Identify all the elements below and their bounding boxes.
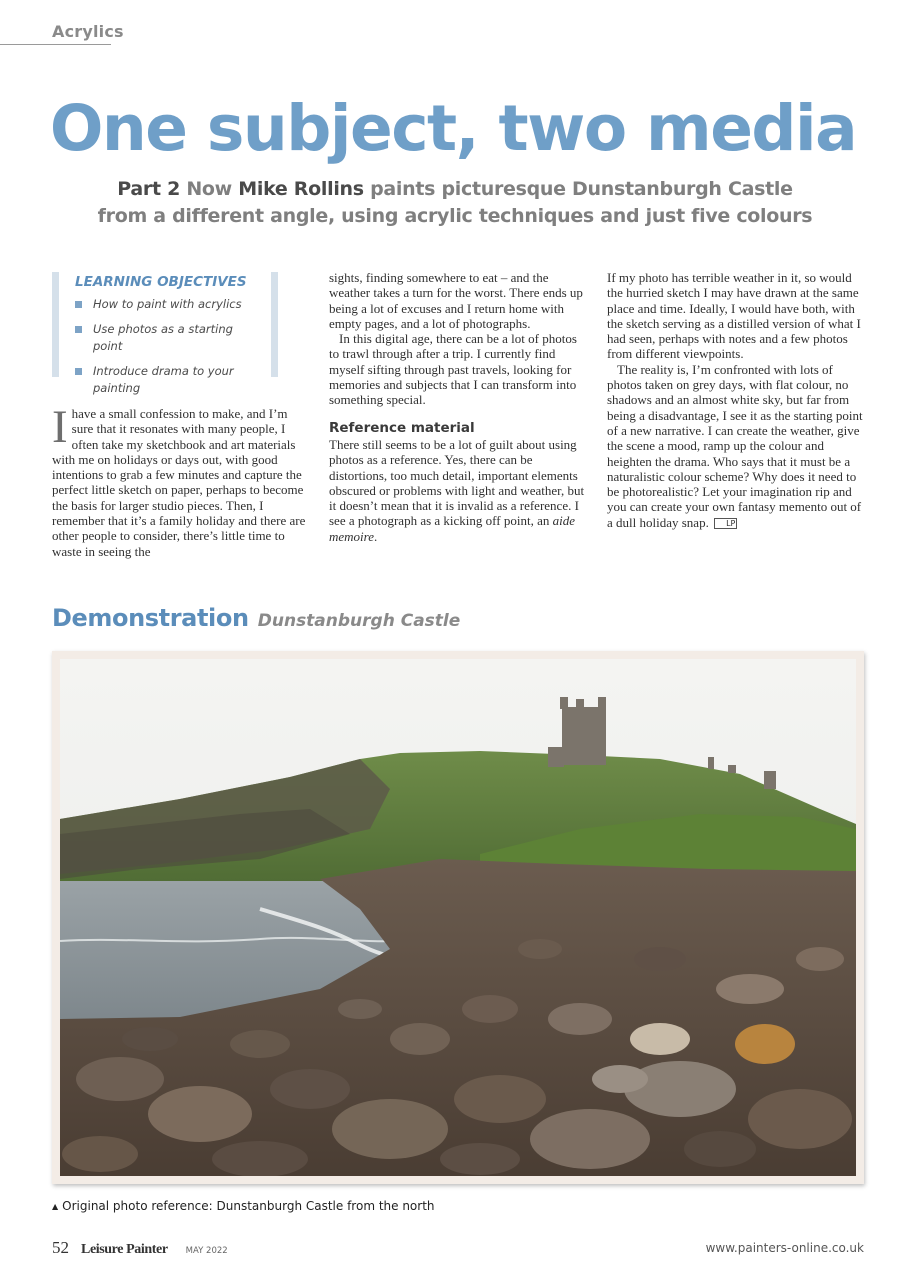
website-url: www.painters-online.co.uk — [705, 1241, 864, 1255]
article-column-2 — [329, 270, 587, 544]
article-paragraph: The reality is, I’m confronted with lots of photos taken on grey days, with flat colour, no shadows and an almost white sky, but far from being a disadvantage, I see it as the starting point of a new narrative. I can create the weather, give the scene a mood, ramp up the colour and heighten the drama. Who says that it must be a naturalistic colour scheme? Why does it need to be photorealistic? Let your imagination rip and you can create your own fantasy memento out of a dull holiday snap. LP — [607, 361, 863, 530]
part-label: Part 2 — [117, 178, 180, 200]
learning-objectives-title: LEARNING OBJECTIVES — [75, 274, 247, 290]
standfirst-line2: from a different angle, using acrylic techniques and just five colours — [97, 205, 813, 227]
square-bullet-icon — [75, 301, 82, 308]
castle-landscape-photo — [60, 659, 856, 1176]
footer-folio — [52, 1238, 228, 1258]
demonstration-subject: Dunstanburgh Castle — [257, 611, 461, 631]
demonstration-title: Demonstration — [52, 604, 249, 632]
learning-objectives-box — [52, 272, 278, 395]
photo-frame — [52, 651, 864, 1184]
drop-cap: I — [52, 401, 68, 453]
triangle-up-icon: ▲ — [52, 1202, 59, 1211]
square-bullet-icon — [75, 368, 82, 375]
objective-item: How to paint with acrylics — [75, 296, 261, 313]
standfirst-line1: paints picturesque Dunstanburgh Castle — [370, 178, 793, 200]
photo-caption: ▲ Original photo reference: Dunstanburgh Castle from the north — [52, 1199, 435, 1213]
article-column-1 — [52, 401, 307, 559]
standfirst-now: Now — [186, 178, 232, 200]
article-column-3 — [607, 270, 865, 530]
objective-item: Introduce drama to your painting — [75, 363, 261, 397]
magazine-name: Leisure Painter — [81, 1242, 168, 1257]
standfirst — [60, 176, 850, 230]
issue-date: MAY 2022 — [185, 1246, 228, 1256]
article-paragraph: Ihave a small confession to make, and I’m sure that it resonates with many people, I often take my sketchbook and art materials with me on holidays or days out, with good intentions to grab a few minutes and capture the perfect little sketch on paper, perhaps to become the basis for larger studio pieces. Then, I remember that it’s a family holiday and there are other people to consider, there’s little time to waste in seeing the — [52, 401, 306, 559]
subheading-reference-material: Reference material — [329, 419, 475, 436]
author-name: Mike Rollins — [238, 178, 364, 200]
article-paragraph: If my photo has terrible weather in it, so would the hurried sketch I may have drawn at the same place and time. Ideally, I would have both, with the sketch serving as a distilled version of what I had seen, perhaps with notes and a few photos from different viewpoints. — [607, 270, 861, 362]
objective-item: Use photos as a starting point — [75, 321, 261, 355]
article-paragraph: sights, finding somewhere to eat – and the weather takes a turn for the worst. There ends up being a lot of excuses and I return home with empty pages, and a lot of photographs. — [329, 270, 583, 331]
article-paragraph: There still seems to be a lot of guilt about using photos as a reference. Yes, there can be distortions, too much detail, important elements obscured or problems with light and weather, but it doesn’t mean that it is invalid as a reference. I see a photograph as a kicking off point, an aide memoire. — [329, 436, 585, 544]
section-rule — [0, 44, 111, 45]
article-paragraph: In this digital age, there can be a lot of photos to trawl through after a trip. I currently find myself sifting through past travels, looking for memories and subjects that I can transform into something special. — [329, 331, 577, 408]
square-bullet-icon — [75, 326, 82, 333]
italic-phrase: aide memoire — [329, 513, 575, 544]
demonstration-heading — [52, 604, 460, 632]
section-label: Acrylics — [52, 22, 124, 41]
end-mark-icon: LP — [714, 518, 737, 529]
learning-objectives-list — [75, 296, 261, 397]
page-number: 52 — [52, 1238, 69, 1257]
article-headline: One subject, two media — [49, 92, 857, 165]
